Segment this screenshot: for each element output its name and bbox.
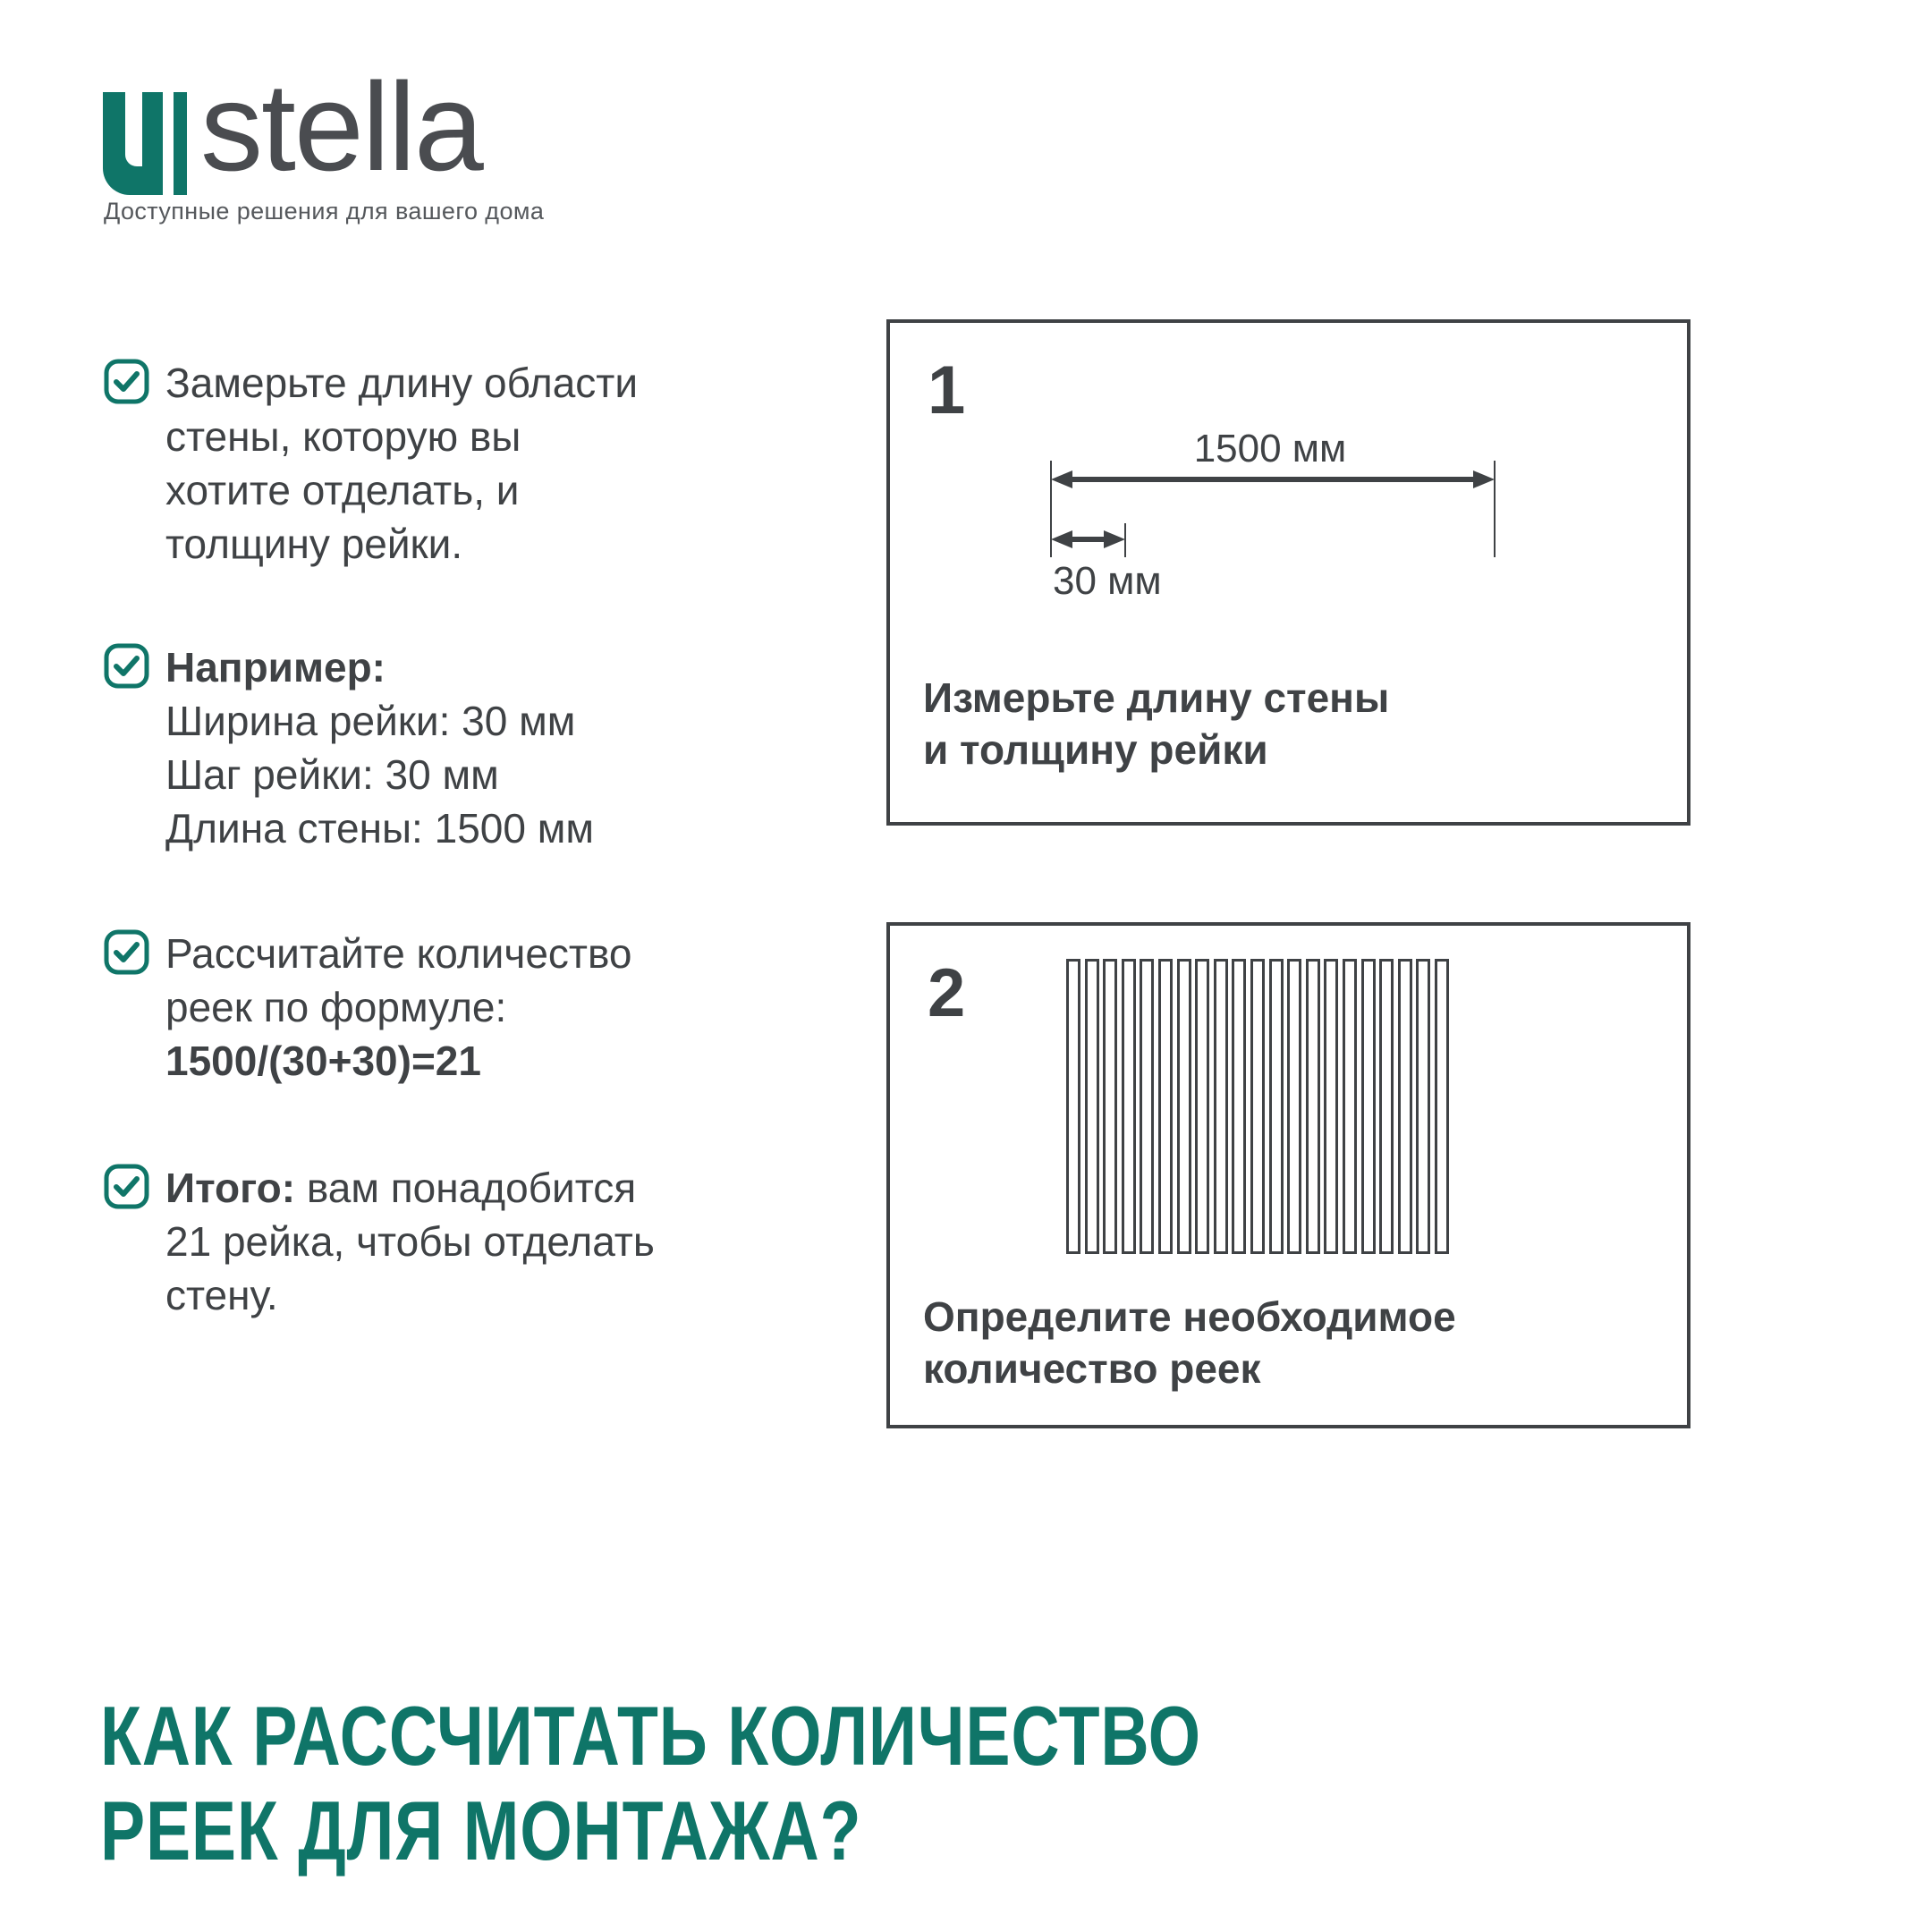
text-line: хотите отделать, и	[165, 467, 520, 513]
slat	[1177, 959, 1191, 1254]
checkbox-check-icon	[103, 928, 150, 976]
slat	[1379, 959, 1394, 1254]
slat	[1103, 959, 1117, 1254]
text-line: Длина стены: 1500 мм	[165, 805, 594, 852]
checklist-item-formula	[103, 927, 845, 1088]
text-line: толщину рейки.	[165, 521, 463, 567]
slat	[1398, 959, 1412, 1254]
checkbox-check-icon	[103, 1163, 150, 1210]
text-line: Рассчитайте количество	[165, 930, 632, 977]
slat	[1306, 959, 1320, 1254]
checkbox-check-icon	[103, 642, 150, 690]
checklist-item-text	[165, 927, 845, 1088]
slat	[1361, 959, 1376, 1254]
caption-line: количество реек	[923, 1345, 1261, 1392]
brand-tagline: Доступные решения для вашего дома	[104, 198, 545, 225]
text-line: стены, которую вы	[165, 413, 521, 460]
caption-line: и толщину рейки	[923, 726, 1268, 773]
stella-logo-icon	[103, 92, 187, 195]
dimension-arrows-diagram	[1040, 421, 1505, 578]
step2-caption	[923, 1291, 1456, 1394]
slat	[1195, 959, 1209, 1254]
brand-wordmark: stella	[200, 56, 482, 197]
slats-illustration	[1066, 959, 1449, 1254]
text-line: Например:	[165, 644, 386, 691]
slat	[1343, 959, 1357, 1254]
text-line: Шаг рейки: 30 мм	[165, 751, 499, 798]
slat	[1158, 959, 1173, 1254]
slat	[1232, 959, 1246, 1254]
slat	[1140, 959, 1154, 1254]
page-title-line: КАК РАССЧИТАТЬ КОЛИЧЕСТВО	[100, 1689, 1201, 1783]
page-title-line: РЕЕК ДЛЯ МОНТАЖА?	[100, 1784, 862, 1877]
text-line: стену.	[165, 1272, 278, 1318]
checklist-item-total	[103, 1161, 845, 1322]
slat	[1435, 959, 1449, 1254]
page-title	[100, 1689, 1889, 1878]
slat	[1269, 959, 1284, 1254]
total-rest: вам понадобится	[295, 1165, 637, 1211]
formula-text: 1500/(30+30)=21	[165, 1038, 481, 1084]
text-line	[165, 1161, 845, 1215]
slat	[1250, 959, 1265, 1254]
slat	[1287, 959, 1301, 1254]
step1-caption	[923, 672, 1389, 775]
slat	[1214, 959, 1228, 1254]
step-box-2	[886, 922, 1690, 1428]
slat	[1122, 959, 1136, 1254]
step-box-1	[886, 319, 1690, 826]
slat	[1324, 959, 1338, 1254]
text-line: 21 рейка, чтобы отделать	[165, 1218, 655, 1265]
checklist-item-measure	[103, 356, 845, 571]
dimension-label-slat: 30 мм	[1053, 559, 1162, 603]
step-number: 1	[928, 352, 966, 428]
step-number: 2	[928, 955, 966, 1031]
checkbox-check-icon	[103, 358, 150, 405]
slat	[1066, 959, 1080, 1254]
slat	[1416, 959, 1430, 1254]
caption-line: Измерьте длину стены	[923, 674, 1390, 721]
checklist-item-text	[165, 356, 845, 571]
dimension-label-wall: 1500 мм	[1193, 427, 1347, 470]
checklist-item-text	[165, 640, 845, 855]
slat	[1085, 959, 1099, 1254]
text-line: Замерьте длину области	[165, 360, 639, 406]
text-line: реек по формуле:	[165, 984, 507, 1030]
checklist-item-text	[165, 1161, 845, 1322]
text-line: Ширина рейки: 30 мм	[165, 698, 576, 744]
total-label: Итого:	[165, 1165, 296, 1211]
checklist-item-example	[103, 640, 845, 855]
caption-line: Определите необходимое	[923, 1293, 1456, 1340]
